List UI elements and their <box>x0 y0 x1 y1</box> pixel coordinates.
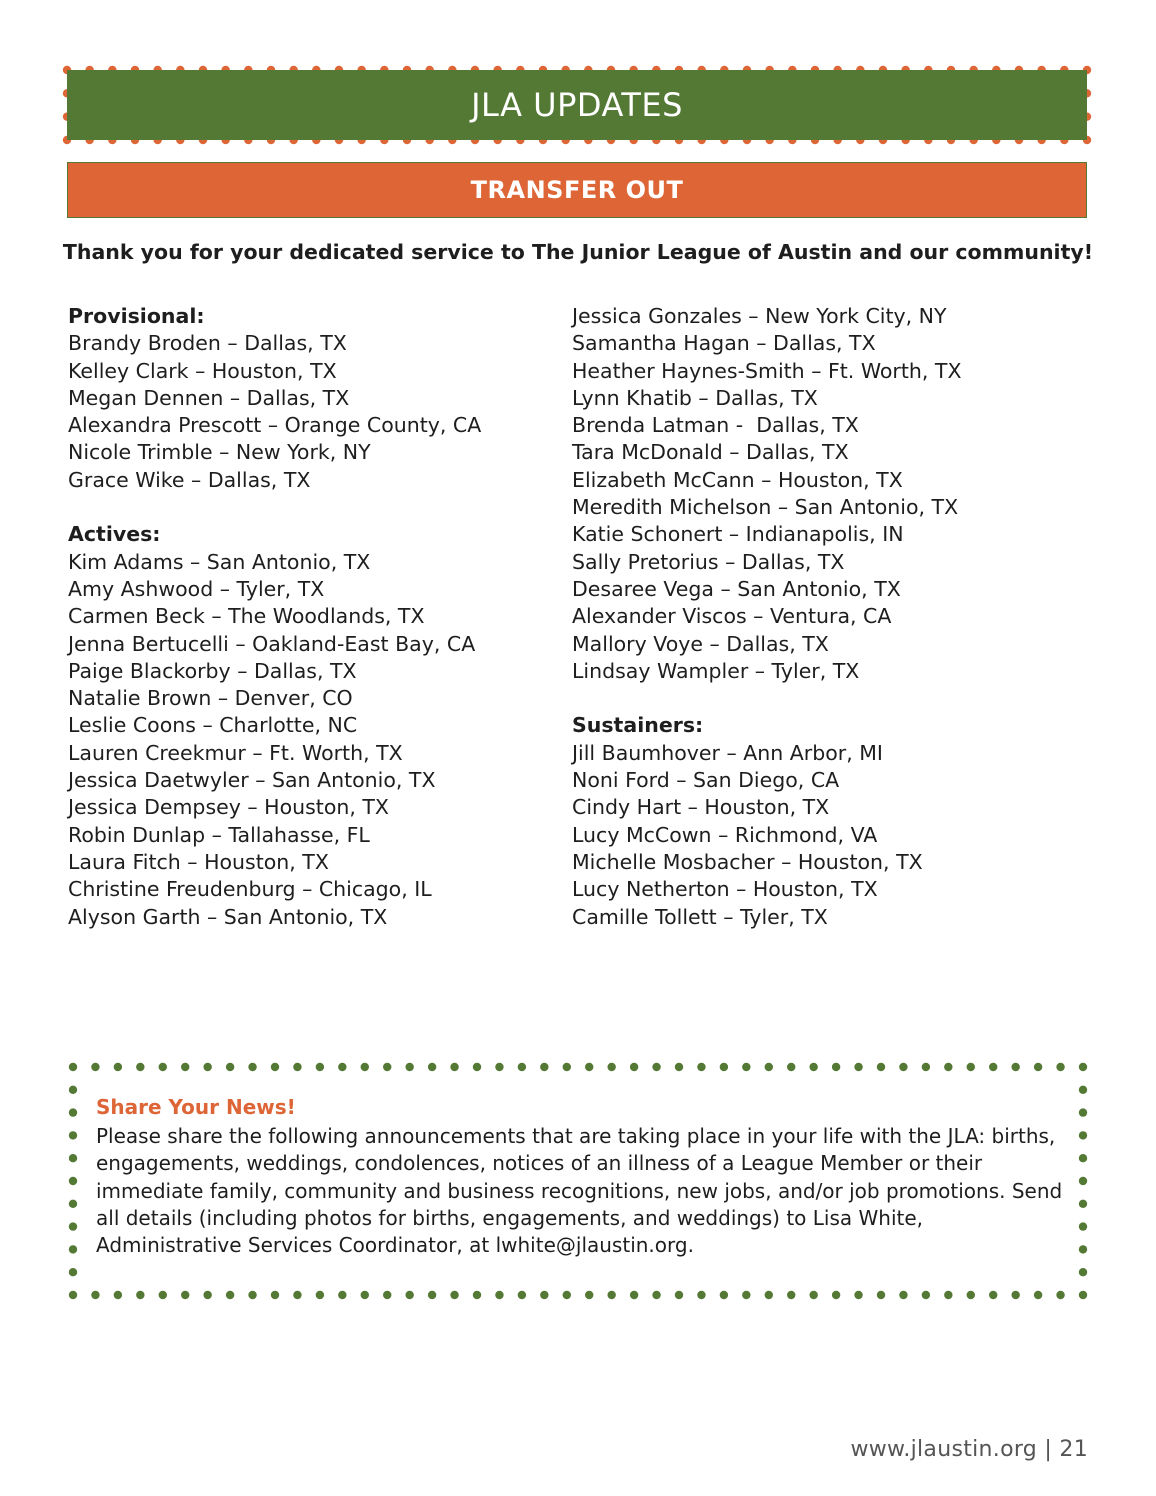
list-item: Elizabeth McCann – Houston, TX <box>572 467 903 492</box>
provisional-heading: Provisional: <box>68 304 205 328</box>
page-number: 21 <box>1059 1437 1088 1462</box>
actives-list <box>68 549 548 931</box>
list-item: Carmen Beck – The Woodlands, TX <box>68 604 425 629</box>
list-item: Lucy McCown – Richmond, VA <box>572 822 878 847</box>
list-item: Alyson Garth – San Antonio, TX <box>68 904 388 929</box>
list-item: Alexandra Prescott – Orange County, CA <box>68 413 482 438</box>
list-item: Brenda Latman - Dallas, TX <box>572 413 859 438</box>
list-item: Heather Haynes-Smith – Ft. Worth, TX <box>572 358 962 383</box>
list-item: Tara McDonald – Dallas, TX <box>572 440 849 465</box>
list-item: Desaree Vega – San Antonio, TX <box>572 576 901 601</box>
list-item: Katie Schonert – Indianapolis, IN <box>572 522 904 547</box>
list-item: Brandy Broden – Dallas, TX <box>68 331 347 356</box>
list-item: Jenna Bertucelli – Oakland-East Bay, CA <box>68 631 476 656</box>
list-item: Alexander Viscos – Ventura, CA <box>572 604 892 629</box>
list-item: Jessica Dempsey – Houston, TX <box>68 795 389 820</box>
list-item: Laura Fitch – Houston, TX <box>68 849 329 874</box>
section-title: TRANSFER OUT <box>470 176 684 204</box>
list-item: Lindsay Wampler – Tyler, TX <box>572 658 860 683</box>
list-item: Jill Baumhover – Ann Arbor, MI <box>572 740 883 765</box>
thank-you-message: Thank you for your dedicated service to The Junior League of Austin and our community! <box>62 240 1094 264</box>
list-item: Amy Ashwood – Tyler, TX <box>68 576 325 601</box>
section-heading-bar <box>67 162 1087 218</box>
list-item: Michelle Mosbacher – Houston, TX <box>572 849 923 874</box>
list-item: Samantha Hagan – Dallas, TX <box>572 331 876 356</box>
list-item: Lauren Creekmur – Ft. Worth, TX <box>68 740 403 765</box>
list-item: Cindy Hart – Houston, TX <box>572 795 830 820</box>
list-item: Nicole Trimble – New York, NY <box>68 440 371 465</box>
left-column <box>68 303 548 931</box>
list-item: Camille Tollett – Tyler, TX <box>572 904 828 929</box>
actives-heading: Actives: <box>68 522 161 547</box>
provisional-list <box>68 330 548 494</box>
list-item: Kelley Clark – Houston, TX <box>68 358 337 383</box>
list-item: Kim Adams – San Antonio, TX <box>68 549 371 574</box>
right-column <box>572 303 1092 931</box>
news-box-title: Share Your News! <box>96 1095 296 1119</box>
list-item: Paige Blackorby – Dallas, TX <box>68 658 357 683</box>
actives-continued-list <box>572 303 1092 685</box>
list-item: Natalie Brown – Denver, CO <box>68 686 353 711</box>
page-title-banner <box>67 70 1087 140</box>
list-item: Grace Wike – Dallas, TX <box>68 467 311 492</box>
list-item: Mallory Voye – Dallas, TX <box>572 631 829 656</box>
list-item: Noni Ford – San Diego, CA <box>572 768 840 793</box>
news-box-body: Please share the following announcements that are taking place in your life with the JLA: births, engagements, weddings, condolences, notices of an illness of a League Member or their immediate family, community and business recognitions, new jobs, and/or job promotions. Send all details (including photos for births, engagements, and weddings) to Lisa White, Administrative Services Coordinator, at lwhite@jlaustin.org. <box>96 1124 1063 1258</box>
sustainers-heading: Sustainers: <box>572 713 704 738</box>
page-footer <box>850 1437 1088 1462</box>
list-item: Christine Freudenburg – Chicago, IL <box>68 877 432 902</box>
list-item: Jessica Daetwyler – San Antonio, TX <box>68 768 436 793</box>
list-item: Lynn Khatib – Dallas, TX <box>572 385 818 410</box>
page-title: JLA UPDATES <box>471 86 683 124</box>
footer-separator: | <box>1044 1437 1053 1462</box>
list-item: Sally Pretorius – Dallas, TX <box>572 549 845 574</box>
sustainers-list <box>572 740 1092 931</box>
list-item: Lucy Netherton – Houston, TX <box>572 877 878 902</box>
list-item: Megan Dennen – Dallas, TX <box>68 385 350 410</box>
list-item: Robin Dunlap – Tallahasse, FL <box>68 822 370 847</box>
list-item: Meredith Michelson – San Antonio, TX <box>572 495 959 520</box>
list-item: Jessica Gonzales – New York City, NY <box>572 304 947 328</box>
footer-website: www.jlaustin.org <box>850 1437 1038 1462</box>
list-item: Leslie Coons – Charlotte, NC <box>68 713 358 738</box>
